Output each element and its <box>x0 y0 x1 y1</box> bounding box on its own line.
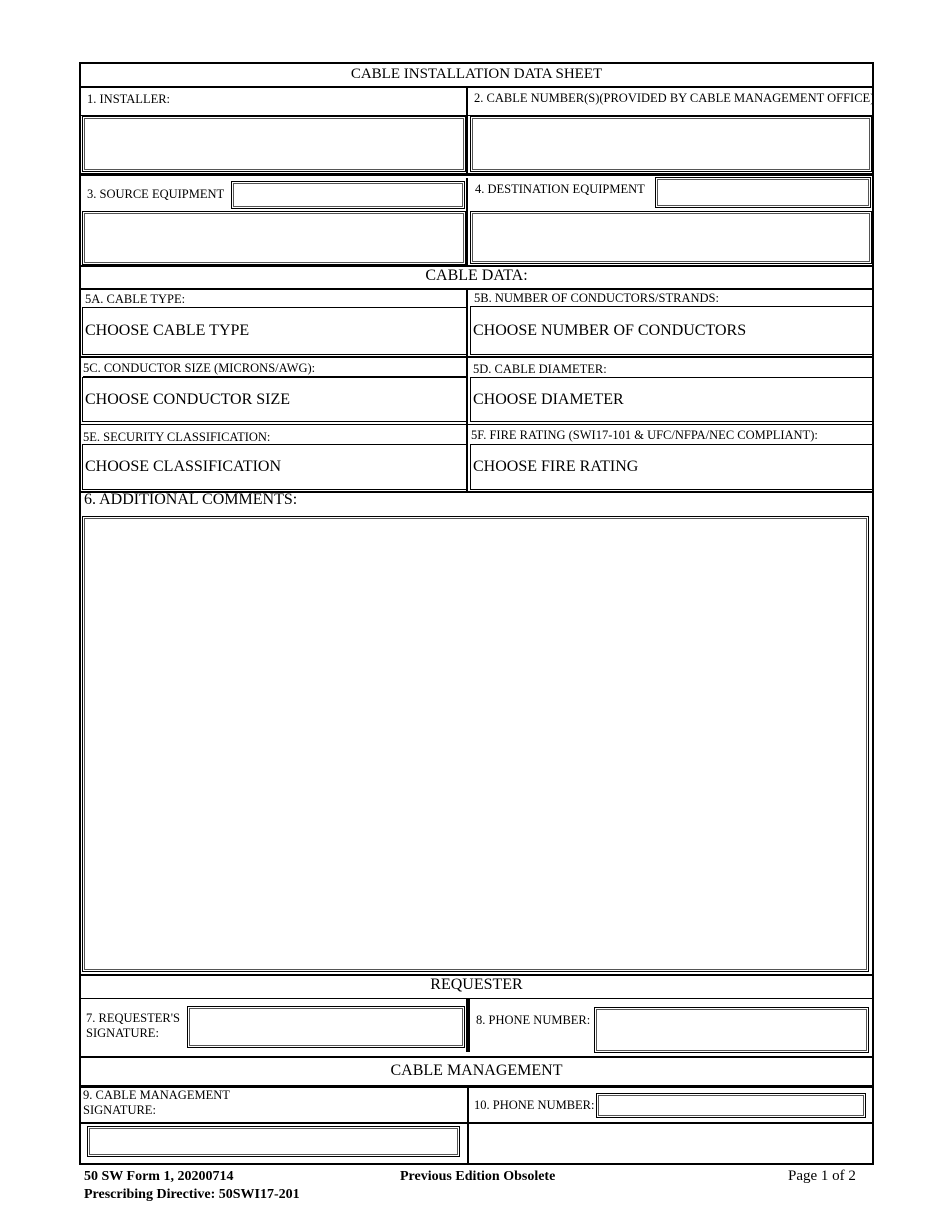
requester-title: REQUESTER <box>430 976 523 993</box>
page-number: Page 1 of 2 <box>788 1168 856 1184</box>
cm-signature-label-line2: SIGNATURE: <box>83 1103 156 1117</box>
form-title: CABLE INSTALLATION DATA SHEET <box>350 66 603 82</box>
divider <box>466 998 470 1052</box>
requester-signature-field[interactable] <box>187 1006 465 1048</box>
form-identifier <box>84 1168 300 1204</box>
cm-signature-label-line1: 9. CABLE MANAGEMENT <box>83 1088 230 1102</box>
cable-installation-form <box>79 62 874 1165</box>
requester-phone-label: 8. PHONE NUMBER: <box>476 1013 591 1027</box>
divider <box>81 173 872 176</box>
classification-select[interactable]: CHOOSE CLASSIFICATION <box>82 444 467 490</box>
divider <box>81 1056 872 1058</box>
fire-rating-label: 5F. FIRE RATING (SWI17-101 & UFC/NFPA/NEC COMPLIANT): <box>471 428 818 442</box>
cable-type-label: 5A. CABLE TYPE: <box>85 292 467 308</box>
destination-equipment-label: 4. DESTINATION EQUIPMENT <box>475 182 645 196</box>
divider <box>81 1122 872 1124</box>
cable-diameter-label: 5D. CABLE DIAMETER: <box>473 362 872 378</box>
destination-equipment-field[interactable] <box>655 177 871 208</box>
cm-signature-field[interactable] <box>87 1126 460 1157</box>
comments-field[interactable] <box>82 516 869 972</box>
cm-phone-field[interactable] <box>596 1093 866 1118</box>
destination-equipment-details-field[interactable] <box>470 211 872 264</box>
divider <box>466 86 468 176</box>
comments-label: 6. ADDITIONAL COMMENTS: <box>84 491 298 508</box>
cm-signature-label <box>83 1088 230 1118</box>
source-equipment-details-field[interactable] <box>82 211 466 265</box>
installer-label: 1. INSTALLER: <box>87 92 171 106</box>
edition-note: Previous Edition Obsolete <box>400 1169 556 1184</box>
source-equipment-field[interactable] <box>231 181 465 209</box>
cable-management-title: CABLE MANAGEMENT <box>390 1062 563 1079</box>
installer-field[interactable] <box>82 116 466 172</box>
cable-type-select[interactable]: CHOOSE CABLE TYPE <box>82 307 467 355</box>
cable-numbers-label: 2. CABLE NUMBER(S)(PROVIDED BY CABLE MANAGEMENT OFFICE) <box>474 91 875 105</box>
conductors-label: 5B. NUMBER OF CONDUCTORS/STRANDS: <box>474 291 872 307</box>
prescribing-directive: Prescribing Directive: 50SWI17-201 <box>84 1187 300 1202</box>
divider <box>467 1088 469 1165</box>
fire-rating-select[interactable]: CHOOSE FIRE RATING <box>470 444 873 490</box>
classification-label: 5E. SECURITY CLASSIFICATION: <box>83 430 467 446</box>
divider <box>81 998 872 999</box>
source-equipment-label: 3. SOURCE EQUIPMENT <box>87 187 225 201</box>
cable-numbers-field[interactable] <box>470 116 872 172</box>
divider <box>81 356 872 358</box>
conductors-select[interactable]: CHOOSE NUMBER OF CONDUCTORS <box>470 306 873 355</box>
divider <box>81 424 872 425</box>
requester-signature-label-line1: 7. REQUESTER'S <box>86 1011 180 1025</box>
cable-data-title: CABLE DATA: <box>425 267 528 284</box>
form-id: 50 SW Form 1, 20200714 <box>84 1169 234 1184</box>
conductor-size-select[interactable]: CHOOSE CONDUCTOR SIZE <box>82 377 467 422</box>
cm-phone-label: 10. PHONE NUMBER: <box>474 1098 595 1112</box>
divider <box>81 86 872 88</box>
requester-phone-field[interactable] <box>594 1007 869 1053</box>
requester-signature-label <box>86 1011 180 1041</box>
requester-signature-label-line2: SIGNATURE: <box>86 1026 159 1040</box>
conductor-size-label: 5C. CONDUCTOR SIZE (MICRONS/AWG): <box>83 361 467 377</box>
divider <box>81 288 872 290</box>
cable-diameter-select[interactable]: CHOOSE DIAMETER <box>470 377 873 422</box>
divider <box>466 178 468 266</box>
